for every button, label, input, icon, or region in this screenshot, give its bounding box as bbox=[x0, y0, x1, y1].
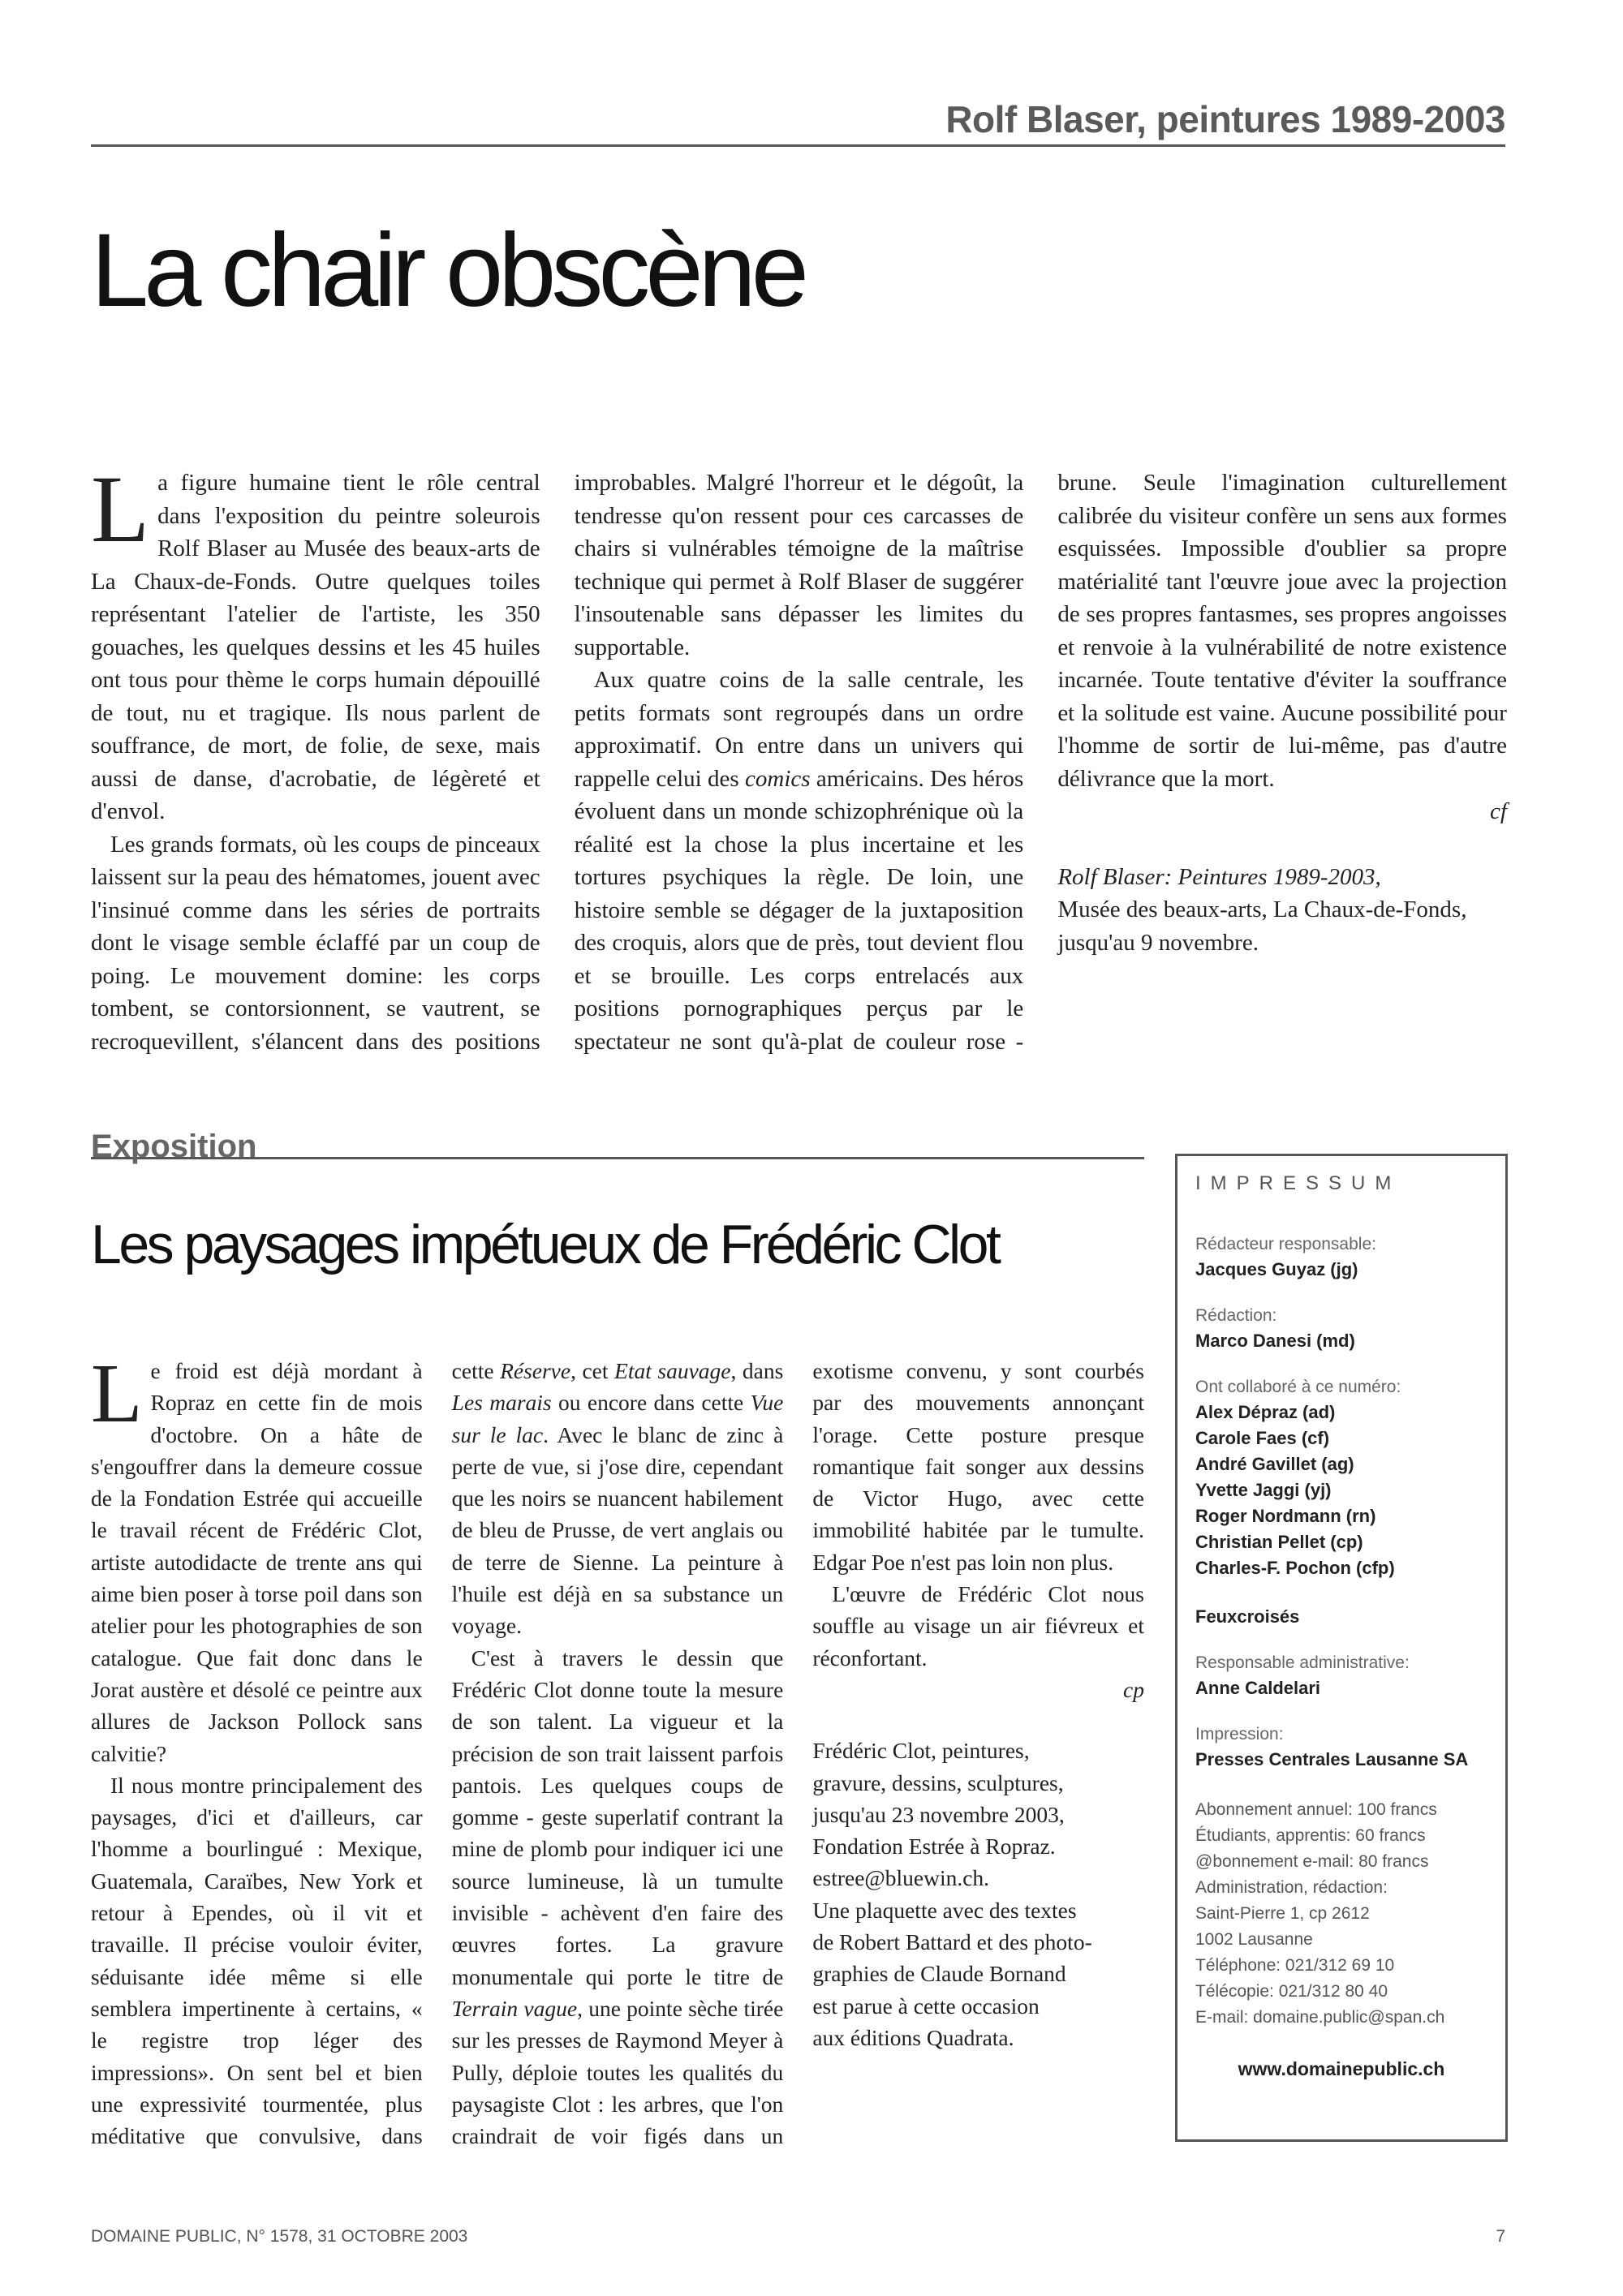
redaction-label: Rédaction: bbox=[1195, 1306, 1277, 1325]
paragraph: L'œuvre de Frédéric Clot nous souffle au visage un air fiévreux et réconfortant. cp bbox=[812, 1578, 1144, 1705]
emphasis: comics bbox=[745, 765, 811, 792]
collaborator: Yvette Jaggi (yj) bbox=[1195, 1480, 1332, 1500]
redaction-name: Marco Danesi (md) bbox=[1195, 1331, 1355, 1351]
section-kicker bbox=[91, 1120, 1144, 1164]
website-link[interactable]: www.domainepublic.ch bbox=[1238, 2058, 1445, 2079]
article-body bbox=[91, 456, 1507, 1063]
collaborator: Charles-F. Pochon (cfp) bbox=[1195, 1558, 1395, 1578]
redacteur-name: Jacques Guyaz (jg) bbox=[1195, 1259, 1358, 1279]
exhibition-reference: Frédéric Clot, peintures, gravure, dessins, sculptures, jusqu'au 23 novembre 2003, Fondation Estrée à Ropraz. estree@bluewin.ch. Une plaquette avec des textes de Robert Battard et des photo- graphies de Claude Bornand est parue à cette occasion aux éditions Quadrata. bbox=[812, 1738, 1092, 2050]
collaborator: Christian Pellet (cp) bbox=[1195, 1532, 1363, 1552]
paragraph: Les grands formats, où les coups de pinceaux laissent sur la peau des hématomes, jouent avec l'insinué comme dans les séries de portraits dont le visage semble éclaffé par un coup de poing. Le mouvement domine: les corps tombent, se contorsionnent, se vautrent, se recroquevillent, s'élancent dans des positions improbables. Malgré l'horreur et le dégoût, la tendresse qu'on ressent pour ces carcasses de chairs si vulnérables témoigne de la maîtrise technique qui permet à Rolf Blaser de suggérer l'insoutenable sans dépasser les limites du supportable. bbox=[91, 470, 1024, 1055]
article-title: Les paysages impétueux de Frédéric Clot bbox=[91, 1214, 999, 1275]
exhibition-reference: Rolf Blaser: Peintures 1989-2003, Musée des beaux-arts, La Chaux-de-Fonds, jusqu'au 9 novembre. bbox=[1057, 863, 1467, 956]
publication-info: DOMAINE PUBLIC, N° 1578, 31 OCTOBRE 2003 bbox=[91, 2227, 468, 2246]
kicker-text: Exposition bbox=[91, 1129, 257, 1164]
collaborators-label: Ont collaboré à ce numéro: bbox=[1195, 1378, 1401, 1396]
article-body bbox=[91, 1347, 1144, 2154]
impression-label: Impression: bbox=[1195, 1725, 1284, 1743]
collaborators-list bbox=[1195, 1400, 1487, 1581]
impressum-title: IMPRESSUM bbox=[1195, 1172, 1401, 1194]
author-signature: cf bbox=[1490, 798, 1507, 824]
article-title: La chair obscène bbox=[91, 213, 804, 329]
page-footer bbox=[91, 2227, 1505, 2247]
reference-title: Rolf Blaser: Peintures 1989-2003, bbox=[1057, 863, 1381, 890]
drop-cap: L bbox=[91, 456, 150, 562]
redacteur-label: Rédacteur responsable: bbox=[1195, 1235, 1376, 1253]
drop-cap: L bbox=[91, 1347, 143, 1440]
section-kicker bbox=[91, 98, 1505, 147]
subscription-info: Abonnement annuel: 100 francs Étudiants, apprentis: 60 francs @bonnement e-mail: 80 francs Administration, rédaction: Saint-Pierre 1, cp 2612 1002 Lausanne Téléphone: 021/312 69 10 Télécopie: 021/312 80 40 E-mail: domaine.public@span.ch bbox=[1195, 1800, 1445, 2027]
paragraph: Il nous montre principalement des paysages, d'ici et d'ailleurs, car l'homme a bourlingué : Mexique, Guatemala, Caraïbes, New York et retour à Ependes, où il vit et travaille. Il précise vouloir éviter, séduisante idée même si elle semblera impertinente à certains, « le registre trop léger des impressions». On sent bel et bien une expressivité tourmentée, plus méditative que convulsive, dans cette Réserve, cet Etat sauvage, dans Les marais ou encore dans cette Vue sur le lac. Avec le blanc de zinc à perte de vue, si j'ose dire, cependant que les noirs se nuancent habilement de bleu de Prusse, de vert anglais ou de terre de Sienne. La peinture à l'huile est déjà en sa substance un voyage. bbox=[91, 1358, 784, 2149]
admin-label: Responsable administrative: bbox=[1195, 1653, 1410, 1672]
paragraph: La figure humaine tient le rôle central dans l'exposition du peintre soleurois Rolf Blaser au Musée des beaux-arts de La Chaux-de-Fonds. Outre quelques toiles représentant l'atelier de l'artiste, les 350 gouaches, les quelques dessins et les 45 huiles ont tous pour thème le corps humain dépouillé de tout, nu et tragique. Ils nous parlent de souffrance, de mort, de folie, de sexe, mais aussi de danse, d'acrobatie, de légèreté et d'envol. bbox=[91, 456, 540, 824]
collaborator: Roger Nordmann (rn) bbox=[1195, 1506, 1376, 1526]
paragraph: Le froid est déjà mordant à Ropraz en cette fin de mois d'octobre. On a hâte de s'engouffrer dans la demeure cossue de la Fondation Estrée qui accueille le travail récent de Frédéric Clot, artiste autodidacte de trente ans qui aime bien poser à torse poil dans son atelier pour les photographies de son catalogue. Que fait donc dans le Jorat austère et désolé ce peintre aux allures de Jackson Pollock sans calvitie? bbox=[91, 1347, 423, 1766]
collaborator: Alex Dépraz (ad) bbox=[1195, 1402, 1336, 1422]
kicker-text: Rolf Blaser, peintures 1989-2003 bbox=[945, 98, 1505, 140]
paragraph: C'est à travers le dessin que Frédéric Clot donne toute la mesure de son talent. La vigueur et la précision de son trait laissent parfois pantois. Les quelques coups de gomme - geste superlatif contrant la mine de plomb pour indiquer ici une source lumineuse, là un tumulte invisible - achèvent d'en faire des œuvres fortes. La gravure monumentale qui porte le titre de Terrain vague, une pointe sèche tirée sur les presses de Raymond Meyer à Pully, déploie toutes les qualités du paysagiste Clot : les arbres, que l'on craindrait de voir figés dans un exotisme convenu, y sont courbés par des mouvements annonçant l'orage. Cette posture presque romantique fait songer aux dessins de Victor Hugo, avec cette immobilité habitée par le tumulte. Edgar Poe n'est pas loin non plus. bbox=[451, 1358, 1144, 2149]
page-number: 7 bbox=[1496, 2227, 1505, 2246]
impression-name: Presses Centrales Lausanne SA bbox=[1195, 1749, 1469, 1769]
paragraph: Aux quatre coins de la salle centrale, les petits formats sont regroupés dans un ordre approximatif. On entre dans un univers qui rappelle celui des comics américains. Des héros évoluent dans un monde schizophrénique où la réalité est la chose la plus incertaine et les tortures psychiques la règle. De loin, une histoire semble se dégager de la juxtaposition des croquis, alors que de près, tout devient flou et se brouille. Les corps entrelacés aux positions pornographiques perçus par le spectateur ne sont qu'à-plat de couleur rose - brune. Seule l'imagination culturellement calibrée du visiteur confère un sens aux formes esquissées. Impossible d'oublier sa propre matérialité tant l'œuvre joue avec la projection de ses propres fantasmes, ses propres angoisses et renvoie à la vulnérabilité de notre existence incarnée. Toute tentative d'éviter la souffrance et la solitude est vaine. Aucune possibilité pour l'homme de sortir de lui-même, pas d'autre délivrance que la mort. cf bbox=[574, 470, 1507, 1055]
feuxcroises-label: Feuxcroisés bbox=[1195, 1606, 1300, 1627]
collaborator: Carole Faes (cf) bbox=[1195, 1428, 1330, 1448]
admin-name: Anne Caldelari bbox=[1195, 1678, 1321, 1698]
impressum-box bbox=[1175, 1154, 1508, 2142]
author-signature: cp bbox=[1123, 1676, 1144, 1702]
collaborator: André Gavillet (ag) bbox=[1195, 1454, 1354, 1474]
